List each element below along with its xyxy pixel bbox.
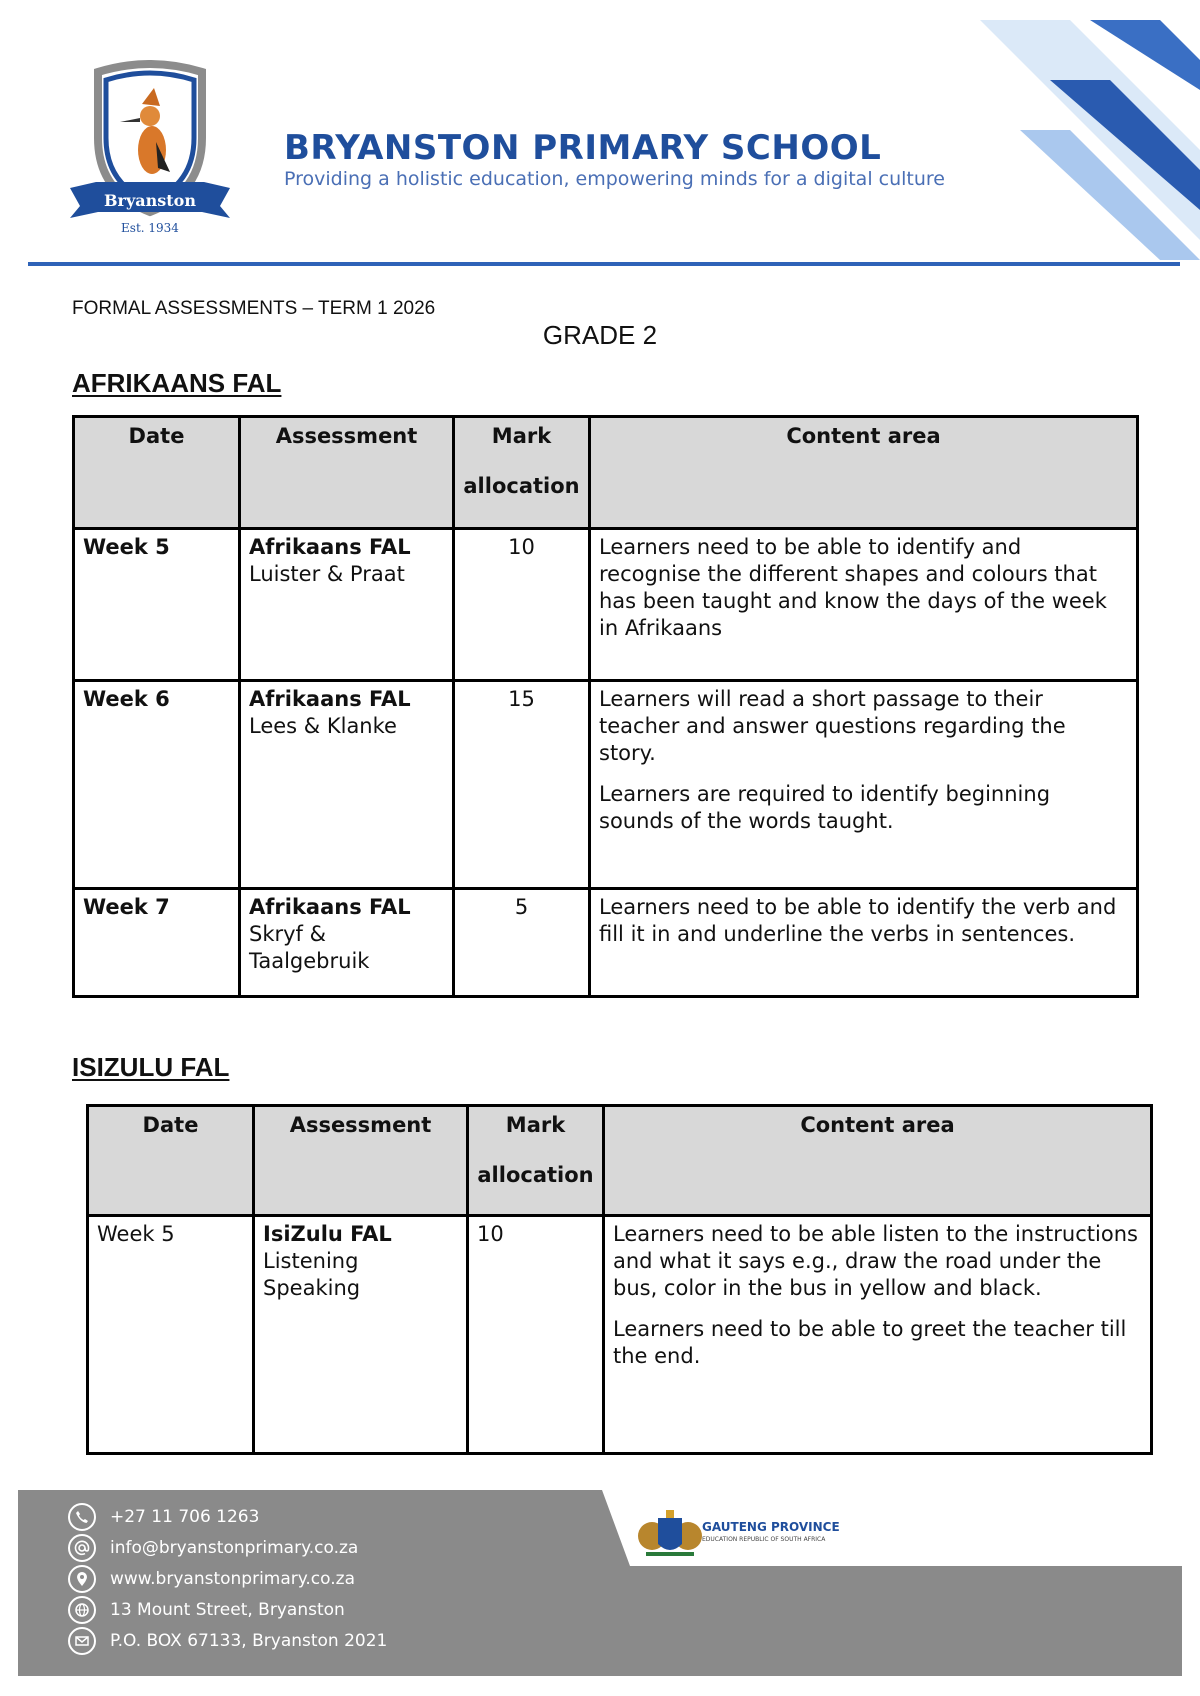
location-pin-icon xyxy=(68,1565,96,1593)
table-row xyxy=(74,529,1138,681)
school-crest-logo xyxy=(70,60,230,240)
corner-stripes-graphic xyxy=(960,0,1200,270)
row-content: Learners need to be able to identify the verb and fill it in and underline the verbs in sentences. xyxy=(590,889,1138,997)
row-mark: 10 xyxy=(468,1216,604,1454)
isizulu-assessment-table xyxy=(86,1104,1153,1455)
row-content: Learners will read a short passage to their teacher and answer questions regarding the story. Learners are required to identify beginning sounds of the words taught. xyxy=(590,681,1138,889)
column-header-date: Date xyxy=(74,417,240,529)
footer-email: info@bryanstonprimary.co.za xyxy=(68,1533,358,1563)
table-row xyxy=(74,681,1138,889)
afrikaans-section-heading: AFRIKAANS FAL xyxy=(72,368,282,398)
row-assessment: IsiZulu FAL Listening Speaking xyxy=(254,1216,468,1454)
row-assessment: Afrikaans FAL Luister & Praat xyxy=(240,529,454,681)
header-divider xyxy=(28,262,1180,266)
phone-icon xyxy=(68,1503,96,1531)
grade-title: GRADE 2 xyxy=(542,320,658,350)
footer-po-box: P.O. BOX 67133, Bryanston 2021 xyxy=(68,1626,387,1656)
crest-established-text: Est. 1934 xyxy=(121,221,179,235)
row-content: Learners need to be able to identify and recognise the different shapes and colours that has been taught and know the days of the week in Afrikaans xyxy=(590,529,1138,681)
row-date: Week 5 xyxy=(74,529,240,681)
table-header-row xyxy=(88,1106,1152,1216)
globe-icon xyxy=(68,1596,96,1624)
footer-address: 13 Mount Street, Bryanston xyxy=(68,1595,345,1625)
footer-website: www.bryanstonprimary.co.za xyxy=(68,1564,355,1594)
row-mark: 15 xyxy=(454,681,590,889)
column-header-assessment: Assessment xyxy=(240,417,454,529)
column-header-date: Date xyxy=(88,1106,254,1216)
column-header-content: Content area xyxy=(590,417,1138,529)
footer-phone: +27 11 706 1263 xyxy=(68,1502,259,1532)
school-tagline: Providing a holistic education, empowering minds for a digital culture xyxy=(284,168,945,190)
row-mark: 5 xyxy=(454,889,590,997)
row-date: Week 5 xyxy=(88,1216,254,1454)
page-footer xyxy=(18,1490,1182,1676)
email-at-icon xyxy=(68,1534,96,1562)
isizulu-section-heading: ISIZULU FAL xyxy=(72,1052,230,1082)
table-row xyxy=(88,1216,1152,1454)
document-title: FORMAL ASSESSMENTS – TERM 1 2026 xyxy=(72,298,436,319)
row-date: Week 6 xyxy=(74,681,240,889)
table-row xyxy=(74,889,1138,997)
row-assessment: Afrikaans FAL Skryf & Taalgebruik xyxy=(240,889,454,997)
row-content: Learners need to be able listen to the instructions and what it says e.g., draw the road under the bus, color in the bus in yellow and black. Learners need to be able to greet the teacher till the end. xyxy=(604,1216,1152,1454)
partner-name: GAUTENG PROVINCE xyxy=(702,1520,840,1534)
crest-banner-text: Bryanston xyxy=(104,191,196,210)
column-header-mark: Mark allocation xyxy=(468,1106,604,1216)
column-header-mark: Mark allocation xyxy=(454,417,590,529)
row-date: Week 7 xyxy=(74,889,240,997)
table-header-row xyxy=(74,417,1138,529)
envelope-icon xyxy=(68,1627,96,1655)
afrikaans-assessment-table xyxy=(72,415,1139,998)
gauteng-coat-of-arms-icon xyxy=(632,1504,832,1564)
row-mark: 10 xyxy=(454,529,590,681)
row-assessment: Afrikaans FAL Lees & Klanke xyxy=(240,681,454,889)
column-header-assessment: Assessment xyxy=(254,1106,468,1216)
school-name: BRYANSTON PRIMARY SCHOOL xyxy=(284,128,882,168)
column-header-content: Content area xyxy=(604,1106,1152,1216)
partner-subtitle: EDUCATION REPUBLIC OF SOUTH AFRICA xyxy=(702,1536,826,1543)
